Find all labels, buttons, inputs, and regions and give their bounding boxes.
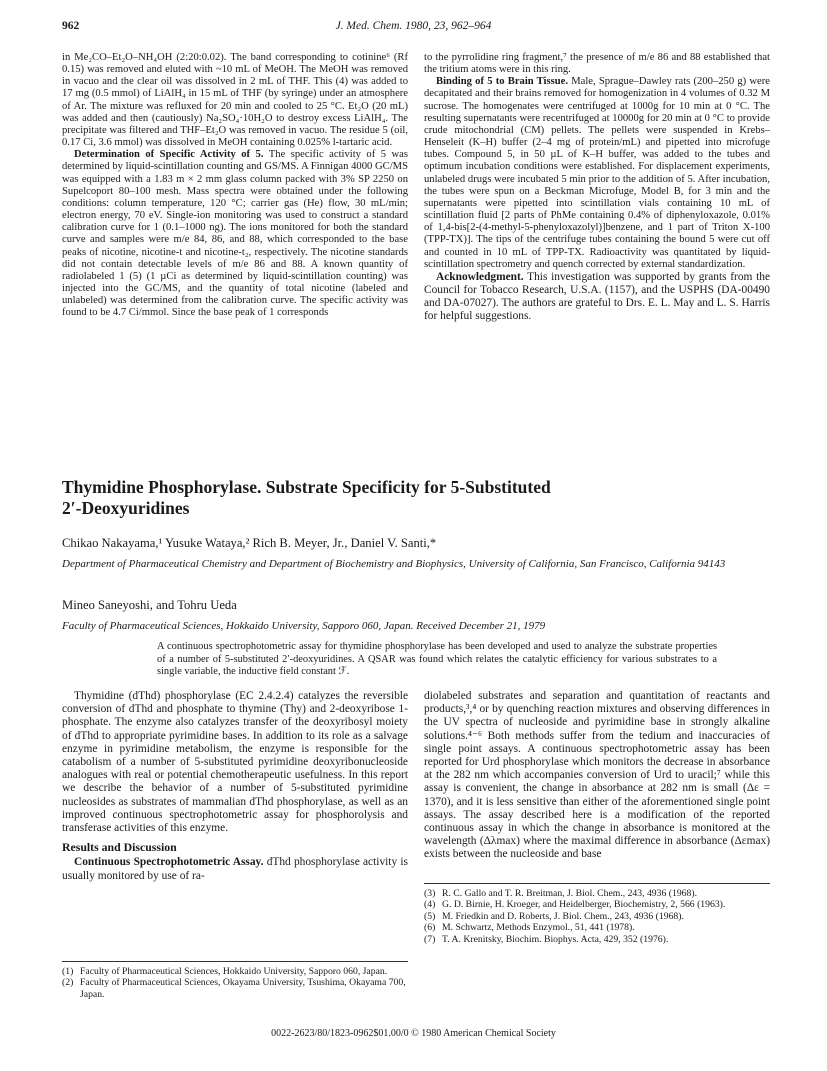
paragraph-body: The specific activity of 5 was determined by liquid-scintillation counting and GS/MS. A Finnigan 4000 GC/MS was equipped with a 1.83 m × 2 mm glass column packed with 3% SP 2250 on Supelcoport 80–100 mesh. Mass spectra were obtained under the following conditions: column temperature, 120 °C; carrier gas (He) flow, 30 mL/min; electron energy, 70 eV. Single-ion monitoring was used to construct a standard calibration curve for 1 (0.1–1000 ng). The ions monitored for both the standard curve and samples were m/e 84, 86, and 88, which corresponded to the base peaks of nicotine, nicotine-t and nicotine-t₂, respectively. The nicotine standards did not contain detectable levels of m/e 86 and 88. A known quantity of radiolabeled 1 (5) (1 µCi as determined by liquid-scintillation counting) was injected into the GC/MS, and the quantity of total nicotine (labeled and unlabeled) was determined from the calibration curve. The specific activity was found to be 4.7 Ci/mmol. Since the base peak of 1 corresponds: [62, 149, 408, 319]
paragraph-heading: Determination of Specific Activity of 5.: [74, 149, 264, 161]
page-number: 962: [62, 20, 80, 32]
references-right: [424, 888, 770, 945]
journal-citation: J. Med. Chem. 1980, 23, 962–964: [335, 20, 492, 32]
footnotes-left: [62, 966, 408, 1000]
paragraph: [62, 149, 408, 319]
authors-primary: Chikao Nakayama,¹ Yusuke Wataya,² Rich B. Meyer, Jr., Daniel V. Santi,*: [62, 536, 437, 550]
section-heading: Results and Discussion: [62, 840, 177, 855]
title-line: Thymidine Phosphorylase. Substrate Specificity for 5-Substituted: [62, 477, 551, 497]
reference-text: R. C. Gallo and T. R. Breitman, J. Biol. Chem., 243, 4936 (1968).: [442, 888, 698, 899]
footnote-text: Faculty of Pharmaceutical Sciences, Okayama University, Tsushima, Okayama 700, Japan.: [80, 977, 406, 1000]
paragraph: in Me₂CO–Et₂O–NH₄OH (2:20:0.02). The band corresponding to cotinine⁶ (Rf 0.15) was removed and eluted with ~10 mL of MeOH. The MeOH was removed in vacuo and the clear oil was dissolved in 2 mL of THF. This (4) was added to 17 mg (0.5 mmol) of LiAlH₄ in 15 mL of THF (by syringe) under an atmosphere of Ar. The mixture was refluxed for 20 min and cooled to 25 °C. Et₂O (20 mL) was added and then (cautiously) Na₂SO₄·10H₂O to destroy excess LiAlH₄. The precipitate was filtered and THF–Et₂O was removed in vacuo. The residue 5 (oil, 0.17 Ci, 3.6 mmol) was dissolved in MeOH containing 0.025% l-tartaric acid.: [62, 52, 408, 149]
reference-text: T. A. Krenitsky, Biochim. Biophys. Acta, 429, 352 (1976).: [442, 933, 669, 945]
introduction-paragraph: Thymidine (dThd) phosphorylase (EC 2.4.2.4) catalyzes the reversible conversion of dThd and phosphate to thymine (Thy) and 2-deoxyribose 1-phosphate. The enzyme also catalyzes transfer of the deoxyribosyl moiety of dThd to appropriate pyrimidine bases. In addition to its role as a salvage enzyme in pyrimidine metabolism, the enzyme is responsible for the catabolism of a number of 5-substituted pyrimidine deoxyribonucleoside analogues with real or potential chemotherapeutic usefulness. In this report we describe the behavior of a number of 5-substituted pyrimidine nucleosides as substrates of mammalian dThd phosphorylase, as well as an improved continuous spectrophotometric assay for phosphorolysis and transferase activities of this enzyme.: [62, 690, 408, 835]
paragraph: [424, 76, 770, 271]
top-left-column: [62, 52, 408, 319]
paragraph: diolabeled substrates and separation and quantitation of reactants and products,³,⁴ or by quenching reaction mixtures and observing differences in the UV spectra of nucleoside and pyrimidine base in strongly alkaline solutions.⁴⁻⁶ Both methods suffer from the tedium and inaccuracies of single point assays. A continuous spectrophotometric assay has been reported for Urd phosphorylase which monitors the decrease in absorbance at the 282 nm which accompanies conversion of Urd to uracil;⁷ while this assay is convenient, the change in absorbance at 282 nm is small (Δε = 1370), and it is less sensitive than either of the aforementioned single point assays. The assay described here is a modification of the reported continuous assay in which the change in absorbance is monitored at the wavelength (Δλmax) where the maximal difference in absorbance (Δεmax) exists between the nucleoside and base: [424, 690, 770, 861]
reference: [424, 922, 770, 933]
reference-number: (7): [424, 933, 436, 945]
footnote-rule: [62, 961, 408, 962]
reference-number: (6): [424, 922, 436, 934]
footnote: [62, 977, 408, 1000]
footnote-number: (2): [62, 977, 74, 989]
affiliation-secondary: Faculty of Pharmaceutical Sciences, Hokkaido University, Sapporo 060, Japan. Received December 21, 1979: [62, 620, 546, 632]
reference-text: G. D. Birnie, H. Kroeger, and Heidelberger, Biochemistry, 2, 566 (1963).: [442, 899, 726, 911]
reference-text: M. Schwartz, Methods Enzymol., 51, 441 (1978).: [442, 922, 635, 934]
acknowledgment-heading: Acknowledgment.: [436, 270, 524, 283]
copyright-footer: 0022-2623/80/1823-0962$01.00/0 © 1980 American Chemical Society: [271, 1028, 556, 1039]
article-title: [62, 477, 762, 519]
abstract: A continuous spectrophotometric assay for thymidine phosphorylase has been developed and used to analyze the substrate properties of a number of 5-substituted 2′-deoxyuridines. A QSAR was found which relates the catalytic efficiency for various substrates to a single variable, the inductive field constant ℱ.: [157, 641, 717, 677]
paragraph: [62, 856, 408, 882]
paragraph-body: dThd phosphorylase activity is usually monitored by use of ra-: [62, 856, 408, 882]
footnote-text: Faculty of Pharmaceutical Sciences, Hokkaido University, Sapporo 060, Japan.: [80, 966, 388, 977]
reference: [424, 911, 770, 922]
acknowledgment: [424, 271, 770, 324]
paragraph-heading: Continuous Spectrophotometric Assay.: [74, 856, 264, 869]
title-line: 2′-Deoxyuridines: [62, 498, 190, 518]
reference-number: (5): [424, 910, 436, 922]
paragraph: to the pyrrolidine ring fragment,⁷ the presence of m/e 86 and 88 established that the tritium atoms were in this ring.: [424, 52, 770, 76]
top-right-column: [424, 52, 770, 324]
paragraph-heading: Binding of 5 to Brain Tissue.: [436, 76, 568, 88]
bottom-right-column: [424, 690, 770, 862]
reference-number: (4): [424, 899, 436, 911]
reference: [424, 888, 770, 899]
bottom-left-column: [62, 690, 408, 883]
paragraph-body: Male, Sprague–Dawley rats (200–250 g) were decapitated and their brains removed for homogenization in 4 volumes of 0.32 M sucrose. The homogenates were centrifuged at 1000g for 10 min at 0 °C. The resulting supernatants were recentrifuged at 10000g for 20 min at 0 °C to provide crude mitochondrial (CM) pellets. The pellets were suspended in Krebs–Henseleit (K–H) buffer (2–4 mg of protein/mL) and pipetted into microfuge tubes. Compound 5, in 50 µL of K–H buffer, was added to the tubes and optimum incubation conditions were established. For displacement experiments, unlabeled drugs were incubated 5 min prior to the addition of 5. After incubation, the tubes were spun on a Beckman Microfuge, Model B, for 3 min and the supernatants were pipetted into scintillation vials containing 10 mL of scintillation fluid [2 parts of PhMe containing 0.4% of diphenyloxazole, 0.01% of 1,4-bis[2-(4-methyl-5-phenyloxazolyl)]benzene, and 1 part of Triton X-100 (TPP-TX)]. The tips of the centrifuge tubes containing the bound 5 were cut off and counted in 10 mL of TPP-TX. Radioactivity was quantitated by liquid-scintillation spectrometry and quench corrected by external standardization.: [424, 76, 770, 270]
reference: [424, 934, 770, 945]
running-head: [62, 20, 765, 36]
authors-secondary: Mineo Saneyoshi, and Tohru Ueda: [62, 598, 237, 612]
reference: [424, 899, 770, 910]
acknowledgment-body: This investigation was supported by grants from the Council for Tobacco Research, U.S.A. (1157), and the USPHS (DA-00490 and DA-07027). The authors are grateful to Drs. E. L. May and L. S. Harris for helpful suggestions.: [424, 270, 770, 323]
affiliation-primary: Department of Pharmaceutical Chemistry and Department of Biochemistry and Biophysics, University of California, San Francisco, California 94143: [62, 558, 726, 570]
footnote: [62, 966, 408, 977]
reference-number: (3): [424, 888, 436, 899]
footnote-number: (1): [62, 966, 74, 977]
reference-text: M. Friedkin and D. Roberts, J. Biol. Chem., 243, 4936 (1968).: [442, 910, 684, 922]
reference-rule: [424, 883, 770, 884]
